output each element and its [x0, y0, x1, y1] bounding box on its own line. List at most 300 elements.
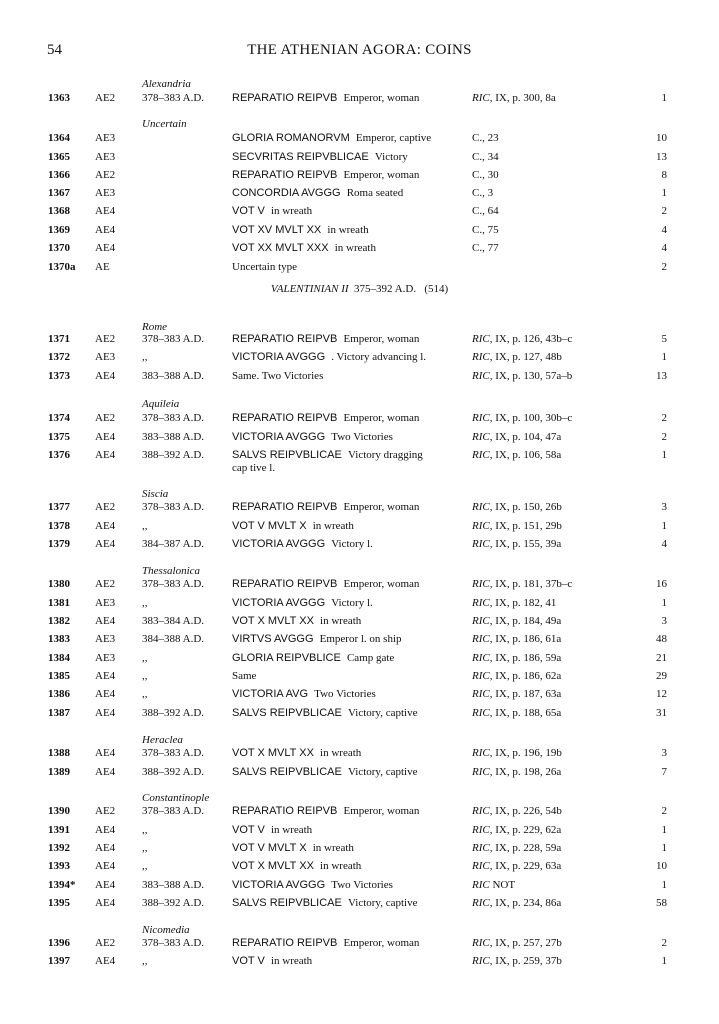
- reference: [472, 822, 561, 838]
- reverse-description: [232, 518, 354, 534]
- reverse-description: [232, 149, 408, 165]
- mint-heading: Constantinople: [142, 792, 210, 804]
- catalogue-row: [0, 259, 719, 275]
- reverse-type: in wreath: [312, 520, 354, 532]
- reverse-description: [232, 410, 419, 426]
- denomination: AE2: [95, 333, 116, 345]
- reverse-type: Emperor, captive: [355, 132, 432, 144]
- date-range: 378–383 A.D.: [142, 92, 205, 104]
- catalogue-number: 1365: [48, 151, 70, 163]
- reverse-type: Emperor, woman: [343, 169, 420, 181]
- reference: [472, 410, 572, 426]
- reverse-legend: VOT V MVLT X: [232, 520, 307, 532]
- reference-detail: , IX, p. 234, 86a: [489, 897, 562, 909]
- denomination: AE4: [95, 205, 116, 217]
- reverse-legend: VOT V: [232, 205, 265, 217]
- reference: [472, 149, 499, 165]
- reference-detail: , IX, p. 186, 62a: [489, 670, 562, 682]
- reference-detail: C., 23: [472, 132, 499, 144]
- reverse-type: in wreath: [312, 842, 354, 854]
- reverse-type: in wreath: [270, 955, 313, 967]
- reverse-legend: REPARATIO REIPVB: [232, 92, 338, 104]
- reference-catalogue: RIC: [472, 860, 490, 872]
- date-range: ,,: [142, 955, 148, 967]
- reverse-legend: VOT XX MVLT XXX: [232, 242, 329, 254]
- mint-heading: Siscia: [142, 488, 169, 500]
- catalogue-row: [0, 167, 719, 183]
- reference: [472, 803, 562, 819]
- reverse-type: Victory, captive: [347, 766, 418, 778]
- denomination: AE4: [95, 897, 116, 909]
- catalogue-row: [0, 877, 719, 893]
- page-number: 54: [47, 42, 62, 58]
- reverse-legend: GLORIA ROMANORVM: [232, 132, 350, 144]
- date-range: 388–392 A.D.: [142, 897, 205, 909]
- denomination: AE2: [95, 937, 116, 949]
- catalogue-row: [0, 705, 719, 721]
- reverse-legend: VOT XV MVLT XX: [232, 224, 322, 236]
- reference-catalogue: RIC: [472, 688, 490, 700]
- catalogue-number: 1369: [48, 224, 70, 236]
- specimen-count: 1: [661, 520, 667, 532]
- reverse-description: [232, 613, 361, 629]
- reference-detail: , IX, p. 300, 8a: [489, 92, 556, 104]
- reverse-legend: VICTORIA AVGGG: [232, 538, 326, 550]
- specimen-count: 3: [661, 615, 667, 627]
- catalogue-number: 1370a: [48, 261, 76, 273]
- catalogue-row: [0, 631, 719, 647]
- catalogue-row: [0, 410, 719, 426]
- specimen-count: 12: [656, 688, 667, 700]
- date-range: 384–387 A.D.: [142, 538, 205, 550]
- reverse-legend: VOT V: [232, 955, 265, 967]
- reference-catalogue: RIC: [472, 805, 490, 817]
- catalogue-row: [0, 90, 719, 106]
- reference-detail: , IX, p. 182, 41: [489, 597, 557, 609]
- reverse-description: [232, 90, 419, 106]
- denomination: AE4: [95, 670, 116, 682]
- reverse-legend: REPARATIO REIPVB: [232, 578, 338, 590]
- denomination: AE2: [95, 169, 116, 181]
- reverse-description: [232, 259, 297, 275]
- catalogue-number: 1387: [48, 707, 70, 719]
- denomination: AE3: [95, 351, 116, 363]
- reverse-description: [232, 668, 256, 684]
- specimen-count: 3: [661, 501, 667, 513]
- reference-detail: NOT: [489, 879, 516, 891]
- mint-heading: Nicomedia: [142, 924, 190, 936]
- specimen-count: 2: [661, 261, 667, 273]
- catalogue-number: 1373: [48, 370, 70, 382]
- reverse-legend: SALVS REIPVBLICAE: [232, 766, 342, 778]
- date-range: ,,: [142, 652, 148, 664]
- reverse-type: Two Victories: [331, 879, 393, 891]
- catalogue-number: 1392: [48, 842, 70, 854]
- reverse-type: in wreath: [320, 860, 362, 872]
- reverse-legend: VICTORIA AVG: [232, 688, 309, 700]
- reference: [472, 130, 499, 146]
- reverse-legend: REPARATIO REIPVB: [232, 805, 338, 817]
- catalogue-number: 1397: [48, 955, 70, 967]
- specimen-count: 1: [661, 842, 667, 854]
- mint-heading: Alexandria: [142, 78, 191, 90]
- specimen-count: 48: [656, 633, 667, 645]
- reference-catalogue: RIC: [472, 652, 490, 664]
- catalogue-row: [0, 613, 719, 629]
- date-range: ,,: [142, 597, 148, 609]
- denomination: AE2: [95, 578, 116, 590]
- catalogue-number: 1364: [48, 132, 70, 144]
- reference: [472, 185, 493, 201]
- reference-detail: C., 3: [472, 187, 494, 199]
- specimen-count: 13: [656, 370, 667, 382]
- reference-detail: , IX, p. 257, 27b: [489, 937, 562, 949]
- date-range: 378–383 A.D.: [142, 412, 205, 424]
- specimen-count: 5: [661, 333, 667, 345]
- reverse-type: Camp gate: [346, 652, 395, 664]
- reference-catalogue: RIC: [472, 578, 490, 590]
- denomination: AE4: [95, 842, 116, 854]
- reverse-type: in wreath: [320, 747, 362, 759]
- reverse-legend: REPARATIO REIPVB: [232, 333, 338, 345]
- denomination: AE3: [95, 633, 116, 645]
- date-range: 383–384 A.D.: [142, 615, 205, 627]
- date-range: 383–388 A.D.: [142, 370, 205, 382]
- denomination: AE4: [95, 431, 116, 443]
- catalogue-row: [0, 499, 719, 515]
- reverse-legend: CONCORDIA AVGGG: [232, 187, 341, 199]
- specimen-count: 58: [656, 897, 667, 909]
- denomination: AE4: [95, 688, 116, 700]
- reverse-legend: REPARATIO REIPVB: [232, 501, 338, 513]
- date-range: 388–392 A.D.: [142, 766, 205, 778]
- reference: [472, 576, 572, 592]
- date-range: 378–383 A.D.: [142, 333, 205, 345]
- reference-catalogue: RIC: [472, 766, 490, 778]
- catalogue-number: 1396: [48, 937, 70, 949]
- section-heading: [0, 283, 719, 295]
- reverse-type: in wreath: [334, 242, 376, 254]
- denomination: AE2: [95, 412, 116, 424]
- specimen-count: 4: [661, 242, 667, 254]
- denomination: AE4: [95, 520, 116, 532]
- specimen-count: 1: [661, 597, 667, 609]
- reverse-type: Emperor, woman: [343, 501, 420, 513]
- specimen-count: 1: [661, 955, 667, 967]
- reverse-description: [232, 840, 354, 856]
- reference-catalogue: RIC: [472, 897, 490, 909]
- catalogue-number: 1377: [48, 501, 70, 513]
- reverse-description: [232, 349, 426, 365]
- specimen-count: 1: [661, 187, 667, 199]
- emperor-total: (514): [424, 283, 449, 295]
- reverse-description: [232, 858, 361, 874]
- catalogue-number: 1383: [48, 633, 70, 645]
- specimen-count: 2: [661, 205, 667, 217]
- reverse-type: Emperor, woman: [343, 578, 420, 590]
- catalogue-number: 1376: [48, 449, 70, 461]
- reference: [472, 447, 561, 463]
- catalogue-row: [0, 650, 719, 666]
- reverse-legend: VICTORIA AVGGG: [232, 879, 326, 891]
- reverse-legend: VICTORIA AVGGG: [232, 351, 326, 363]
- date-range: 384–388 A.D.: [142, 633, 205, 645]
- catalogue-row: [0, 368, 719, 384]
- date-range: ,,: [142, 351, 148, 363]
- reverse-description: [232, 167, 419, 183]
- reverse-type: Two Victories: [314, 688, 376, 700]
- reference-catalogue: RIC: [472, 449, 490, 461]
- catalogue-number: 1393: [48, 860, 70, 872]
- reference-catalogue: RIC: [472, 597, 490, 609]
- reference-detail: , IX, p. 181, 37b–c: [489, 578, 573, 590]
- reverse-description: [232, 576, 419, 592]
- reference-catalogue: RIC: [472, 520, 490, 532]
- specimen-count: 2: [661, 937, 667, 949]
- reverse-type: Emperor, woman: [343, 92, 420, 104]
- reverse-type: Emperor, woman: [343, 805, 420, 817]
- reference: [472, 895, 561, 911]
- catalogue-number: 1379: [48, 538, 70, 550]
- reverse-type: Victory l.: [331, 538, 373, 550]
- catalogue-number: 1367: [48, 187, 70, 199]
- denomination: AE4: [95, 370, 116, 382]
- reverse-type: Victory l.: [331, 597, 373, 609]
- reference: [472, 650, 561, 666]
- reference: [472, 331, 572, 347]
- reverse-description: [232, 686, 376, 702]
- reference-detail: , IX, p. 187, 63a: [489, 688, 562, 700]
- denomination: AE3: [95, 132, 116, 144]
- catalogue-row: [0, 447, 719, 474]
- reverse-legend: VOT V MVLT X: [232, 842, 307, 854]
- denomination: AE2: [95, 92, 116, 104]
- reference: [472, 222, 499, 238]
- reference-catalogue: RIC: [472, 955, 490, 967]
- reference: [472, 764, 561, 780]
- reference: [472, 686, 561, 702]
- denomination: AE3: [95, 652, 116, 664]
- catalogue-number: 1372: [48, 351, 70, 363]
- reference-detail: C., 77: [472, 242, 499, 254]
- reference: [472, 745, 562, 761]
- reference-detail: , IX, p. 106, 58a: [489, 449, 562, 461]
- reference-detail: , IX, p. 104, 47a: [489, 431, 562, 443]
- catalogue-number: 1378: [48, 520, 70, 532]
- reference-detail: , IX, p. 229, 62a: [489, 824, 562, 836]
- reference-detail: , IX, p. 155, 39a: [489, 538, 562, 550]
- date-range: 378–383 A.D.: [142, 937, 205, 949]
- reference: [472, 536, 561, 552]
- reference-detail: C., 75: [472, 224, 499, 236]
- mint-heading: Aquileia: [142, 398, 180, 410]
- catalogue-row: [0, 895, 719, 911]
- catalogue-row: [0, 203, 719, 219]
- specimen-count: 2: [661, 805, 667, 817]
- date-range: 378–383 A.D.: [142, 747, 205, 759]
- reference-catalogue: RIC: [472, 937, 490, 949]
- specimen-count: 1: [661, 351, 667, 363]
- mint-heading: Heraclea: [142, 734, 183, 746]
- catalogue-row: [0, 595, 719, 611]
- date-range: 388–392 A.D.: [142, 449, 205, 461]
- reverse-legend: SALVS REIPVBLICAE: [232, 897, 342, 909]
- catalogue-row: [0, 130, 719, 146]
- reference-detail: , IX, p. 130, 57a–b: [489, 370, 573, 382]
- reference-detail: , IX, p. 184, 49a: [489, 615, 562, 627]
- reference-detail: , IX, p. 228, 59a: [489, 842, 562, 854]
- reverse-description: [232, 499, 419, 515]
- specimen-count: 21: [656, 652, 667, 664]
- catalogue-row: [0, 803, 719, 819]
- reference-catalogue: RIC: [472, 670, 490, 682]
- specimen-count: 1: [661, 92, 667, 104]
- catalogue-row: [0, 840, 719, 856]
- catalogue-row: [0, 858, 719, 874]
- reverse-description: [232, 595, 373, 611]
- catalogue-row: [0, 240, 719, 256]
- reverse-type: Victory: [374, 151, 408, 163]
- catalogue-row: [0, 429, 719, 445]
- reference-catalogue: RIC: [472, 707, 490, 719]
- specimen-count: 4: [661, 538, 667, 550]
- reverse-legend: VICTORIA AVGGG: [232, 431, 326, 443]
- reverse-description: [232, 803, 419, 819]
- reference: [472, 613, 561, 629]
- reverse-description: [232, 331, 419, 347]
- page-title: THE ATHENIAN AGORA: COINS: [247, 42, 472, 58]
- reference-detail: , IX, p. 196, 19b: [489, 747, 562, 759]
- specimen-count: 2: [661, 431, 667, 443]
- catalogue-number: 1390: [48, 805, 70, 817]
- reverse-description: [232, 705, 417, 721]
- catalogue-number: 1375: [48, 431, 70, 443]
- date-range: 378–383 A.D.: [142, 501, 205, 513]
- denomination: AE2: [95, 501, 116, 513]
- reference-detail: , IX, p. 188, 65a: [489, 707, 562, 719]
- reverse-legend: SALVS REIPVBLICAE: [232, 449, 342, 461]
- reverse-type: Emperor, woman: [343, 937, 420, 949]
- denomination: AE4: [95, 879, 116, 891]
- specimen-count: 8: [661, 169, 667, 181]
- catalogue-row: [0, 822, 719, 838]
- denomination: AE4: [95, 766, 116, 778]
- reference: [472, 499, 562, 515]
- reverse-description: [232, 935, 419, 951]
- reverse-type: Two Victories: [331, 431, 393, 443]
- reverse-type: in wreath: [270, 824, 313, 836]
- catalogue-number: 1366: [48, 169, 70, 181]
- reference: [472, 349, 562, 365]
- reference-detail: , IX, p. 259, 37b: [489, 955, 562, 967]
- reverse-description: [232, 877, 393, 893]
- denomination: AE4: [95, 538, 116, 550]
- catalogue-number: 1385: [48, 670, 70, 682]
- specimen-count: 3: [661, 747, 667, 759]
- catalogue-number: 1380: [48, 578, 70, 590]
- reverse-description: [232, 130, 431, 146]
- reference-detail: , IX, p. 151, 29b: [489, 520, 562, 532]
- catalogue-number: 1382: [48, 615, 70, 627]
- catalogue-row: [0, 349, 719, 365]
- reference: [472, 429, 561, 445]
- specimen-count: 2: [661, 412, 667, 424]
- reference: [472, 631, 561, 647]
- reverse-legend: REPARATIO REIPVB: [232, 412, 338, 424]
- catalogue-row: [0, 935, 719, 951]
- specimen-count: 1: [661, 824, 667, 836]
- date-range: ,,: [142, 670, 148, 682]
- reference-detail: C., 64: [472, 205, 499, 217]
- reverse-type: in wreath: [320, 615, 362, 627]
- specimen-count: 16: [656, 578, 667, 590]
- reference: [472, 705, 561, 721]
- reference-detail: , IX, p. 226, 54b: [489, 805, 562, 817]
- reference-detail: , IX, p. 186, 61a: [489, 633, 562, 645]
- denomination: AE3: [95, 597, 116, 609]
- reference: [472, 858, 561, 874]
- reverse-type: Emperor, woman: [343, 333, 420, 345]
- page-header: [0, 42, 719, 62]
- catalogue-number: 1381: [48, 597, 70, 609]
- reference-catalogue: RIC: [472, 501, 490, 513]
- reference-catalogue: RIC: [472, 538, 490, 550]
- reference-detail: , IX, p. 150, 26b: [489, 501, 562, 513]
- reference-detail: , IX, p. 229, 63a: [489, 860, 562, 872]
- catalogue-row: [0, 745, 719, 761]
- catalogue-row: [0, 331, 719, 347]
- denomination: AE4: [95, 449, 116, 461]
- mint-heading: Rome: [142, 321, 168, 333]
- reference: [472, 840, 561, 856]
- catalogue-number: 1388: [48, 747, 70, 759]
- reference-catalogue: RIC: [472, 431, 490, 443]
- reverse-legend: VOT X MVLT XX: [232, 860, 314, 872]
- denomination: AE2: [95, 805, 116, 817]
- specimen-count: 31: [656, 707, 667, 719]
- catalogue-number: 1370: [48, 242, 70, 254]
- reverse-description: [232, 953, 312, 969]
- reference-detail: , IX, p. 100, 30b–c: [489, 412, 573, 424]
- catalogue-number: 1389: [48, 766, 70, 778]
- specimen-count: 1: [661, 449, 667, 461]
- reference-catalogue: RIC: [472, 842, 490, 854]
- reverse-description: [232, 185, 403, 201]
- denomination: AE4: [95, 860, 116, 872]
- reference: [472, 518, 562, 534]
- reverse-type: Same. Two Victories: [232, 370, 324, 382]
- reference: [472, 240, 499, 256]
- catalogue-number: 1374: [48, 412, 70, 424]
- catalogue-row: [0, 576, 719, 592]
- reverse-type: Same: [232, 670, 257, 682]
- reverse-description: [232, 429, 393, 445]
- reference-catalogue: RIC: [472, 879, 490, 891]
- reference-catalogue: RIC: [472, 370, 490, 382]
- reference: [472, 368, 572, 384]
- catalogue-number: 1394*: [48, 879, 76, 891]
- specimen-count: 10: [656, 860, 667, 872]
- reference: [472, 935, 562, 951]
- date-range: ,,: [142, 842, 148, 854]
- reverse-legend: REPARATIO REIPVB: [232, 169, 338, 181]
- reference: [472, 90, 556, 106]
- denomination: AE4: [95, 955, 116, 967]
- date-range: 383–388 A.D.: [142, 879, 205, 891]
- reference: [472, 877, 515, 893]
- reference: [472, 595, 556, 611]
- reference-detail: , IX, p. 198, 26a: [489, 766, 562, 778]
